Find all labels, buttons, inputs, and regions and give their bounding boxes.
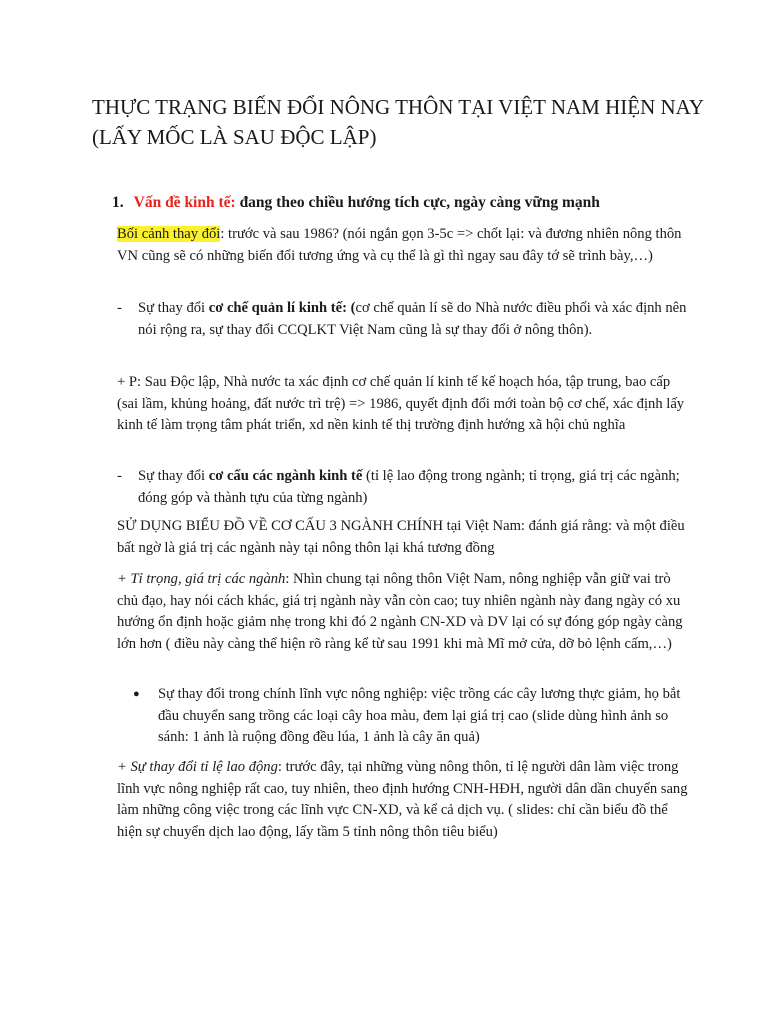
paragraph-text: : trước đây, tại những vùng nông thôn, tỉ lệ người dân làm việc trong lĩnh vực nông nghiệp rất cao, tuy nhiên, theo định hướng CNH-HĐH, người dân dần chuyển sang làm những công việc trong các lĩnh vực CN-XD, và kể cả dịch vụ. ( slides: chỉ cần biểu đồ thể hiện sự chuyển dịch lao động, lấy tầm 5 tỉnh nông thôn tiêu biểu) (117, 759, 688, 840)
paragraph-text: : trước và sau 1986? (nói ngắn gọn 3-5c => chốt lại: và đương nhiên nông thôn VN cũng sẽ có những biến đổi tương ứng và cụ thể là gì thì ngay sau đây tớ sẽ trình bày,…) (117, 226, 682, 264)
dash-item-content (138, 466, 691, 509)
dash-item-bold: cơ chế quản lí kinh tế: ( (208, 300, 356, 316)
section-label: Vấn đề kinh tế: (133, 194, 236, 211)
document-title: THỰC TRẠNG BIẾN ĐỔI NÔNG THÔN TẠI VIỆT NAM HIỆN NAY (LẤY MỐC LÀ SAU ĐỘC LẬP) (92, 95, 704, 149)
dash-item-bold: cơ cấu các ngành kinh tế (208, 468, 363, 484)
italic-lead: + Sự thay đổi tỉ lệ lao động (117, 759, 278, 775)
dash-item-pre: Sự thay đổi (138, 300, 209, 316)
paragraph-chart-usage: SỬ DỤNG BIỂU ĐỒ VỀ CƠ CẤU 3 NGÀNH CHÍNH tại Việt Nam: đánh giá rằng: và một điều bất ngờ là giá trị các ngành này tại nông thôn lại khá tương đồng (117, 518, 685, 556)
italic-lead: + Tỉ trọng, giá trị các ngành (117, 571, 286, 587)
dash-item-management-mechanism (117, 298, 691, 341)
dash-item-content (138, 298, 691, 341)
paragraph-labor-ratio (117, 757, 691, 843)
section-heading-economy (112, 192, 600, 214)
paragraph-sector-share (117, 569, 691, 655)
dash-item-text: cơ chế quản lí sẽ do Nhà nước điều phối và xác định nên nói rộng ra, sự thay đổi CCQLKT Việt Nam cũng là sự thay đổi ở nông thôn). (138, 300, 687, 338)
bullet-marker: ● (133, 688, 140, 700)
bullet-item-text: Sự thay đổi trong chính lĩnh vực nông nghiệp: việc trồng các cây lương thực giảm, họ bắt đầu chuyển sang trồng các loại cây hoa màu, đem lại giá trị cao (slide dùng hình ảnh so sánh: 1 ảnh là ruộng đồng đều lúa, 1 ảnh là cây ăn quả) (158, 686, 681, 745)
dash-marker: - (117, 468, 122, 484)
section-number: 1. (112, 194, 124, 211)
paragraph-context (117, 224, 691, 267)
section-heading-text: đang theo chiều hướng tích cực, ngày càng vững mạnh (235, 194, 600, 211)
paragraph-after-independence: + P: Sau Độc lập, Nhà nước ta xác định cơ chế quản lí kinh tế kế hoạch hóa, tập trung, bao cấp (sai lầm, khủng hoảng, đất nước trì trệ) => 1986, quyết định đổi mới toàn bộ cơ chế, xác định lấy kinh tế làm trọng tâm phát triển, xd nền kinh tế thị trường định hướng xã hội chủ nghĩa (117, 374, 685, 433)
paragraph-text: : Nhìn chung tại nông thôn Việt Nam, nông nghiệp vẫn giữ vai trò chủ đạo, hay nói cách khác, giá trị ngành này vẫn còn cao; tuy nhiên ngành này đang ngày có xu hướng ổn định hoặc giảm nhẹ trong khi đó 2 ngành CN-XD và DV lại có sự đóng góp ngày càng lớn hơn ( điều này càng thể hiện rõ ràng kể từ sau 1991 khi mà Mĩ mở cửa, dỡ bỏ lệnh cấm,…) (117, 571, 683, 652)
dash-marker: - (117, 300, 122, 316)
bullet-item-agriculture (133, 684, 691, 749)
dash-item-pre: Sự thay đổi (138, 468, 209, 484)
dash-item-text: (tỉ lệ lao động trong ngành; tỉ trọng, giá trị các ngành; đóng góp và thành tựu của từng ngành) (138, 468, 680, 506)
dash-item-economic-structure (117, 466, 691, 509)
highlighted-phrase: Bối cảnh thay đổi (117, 226, 221, 242)
